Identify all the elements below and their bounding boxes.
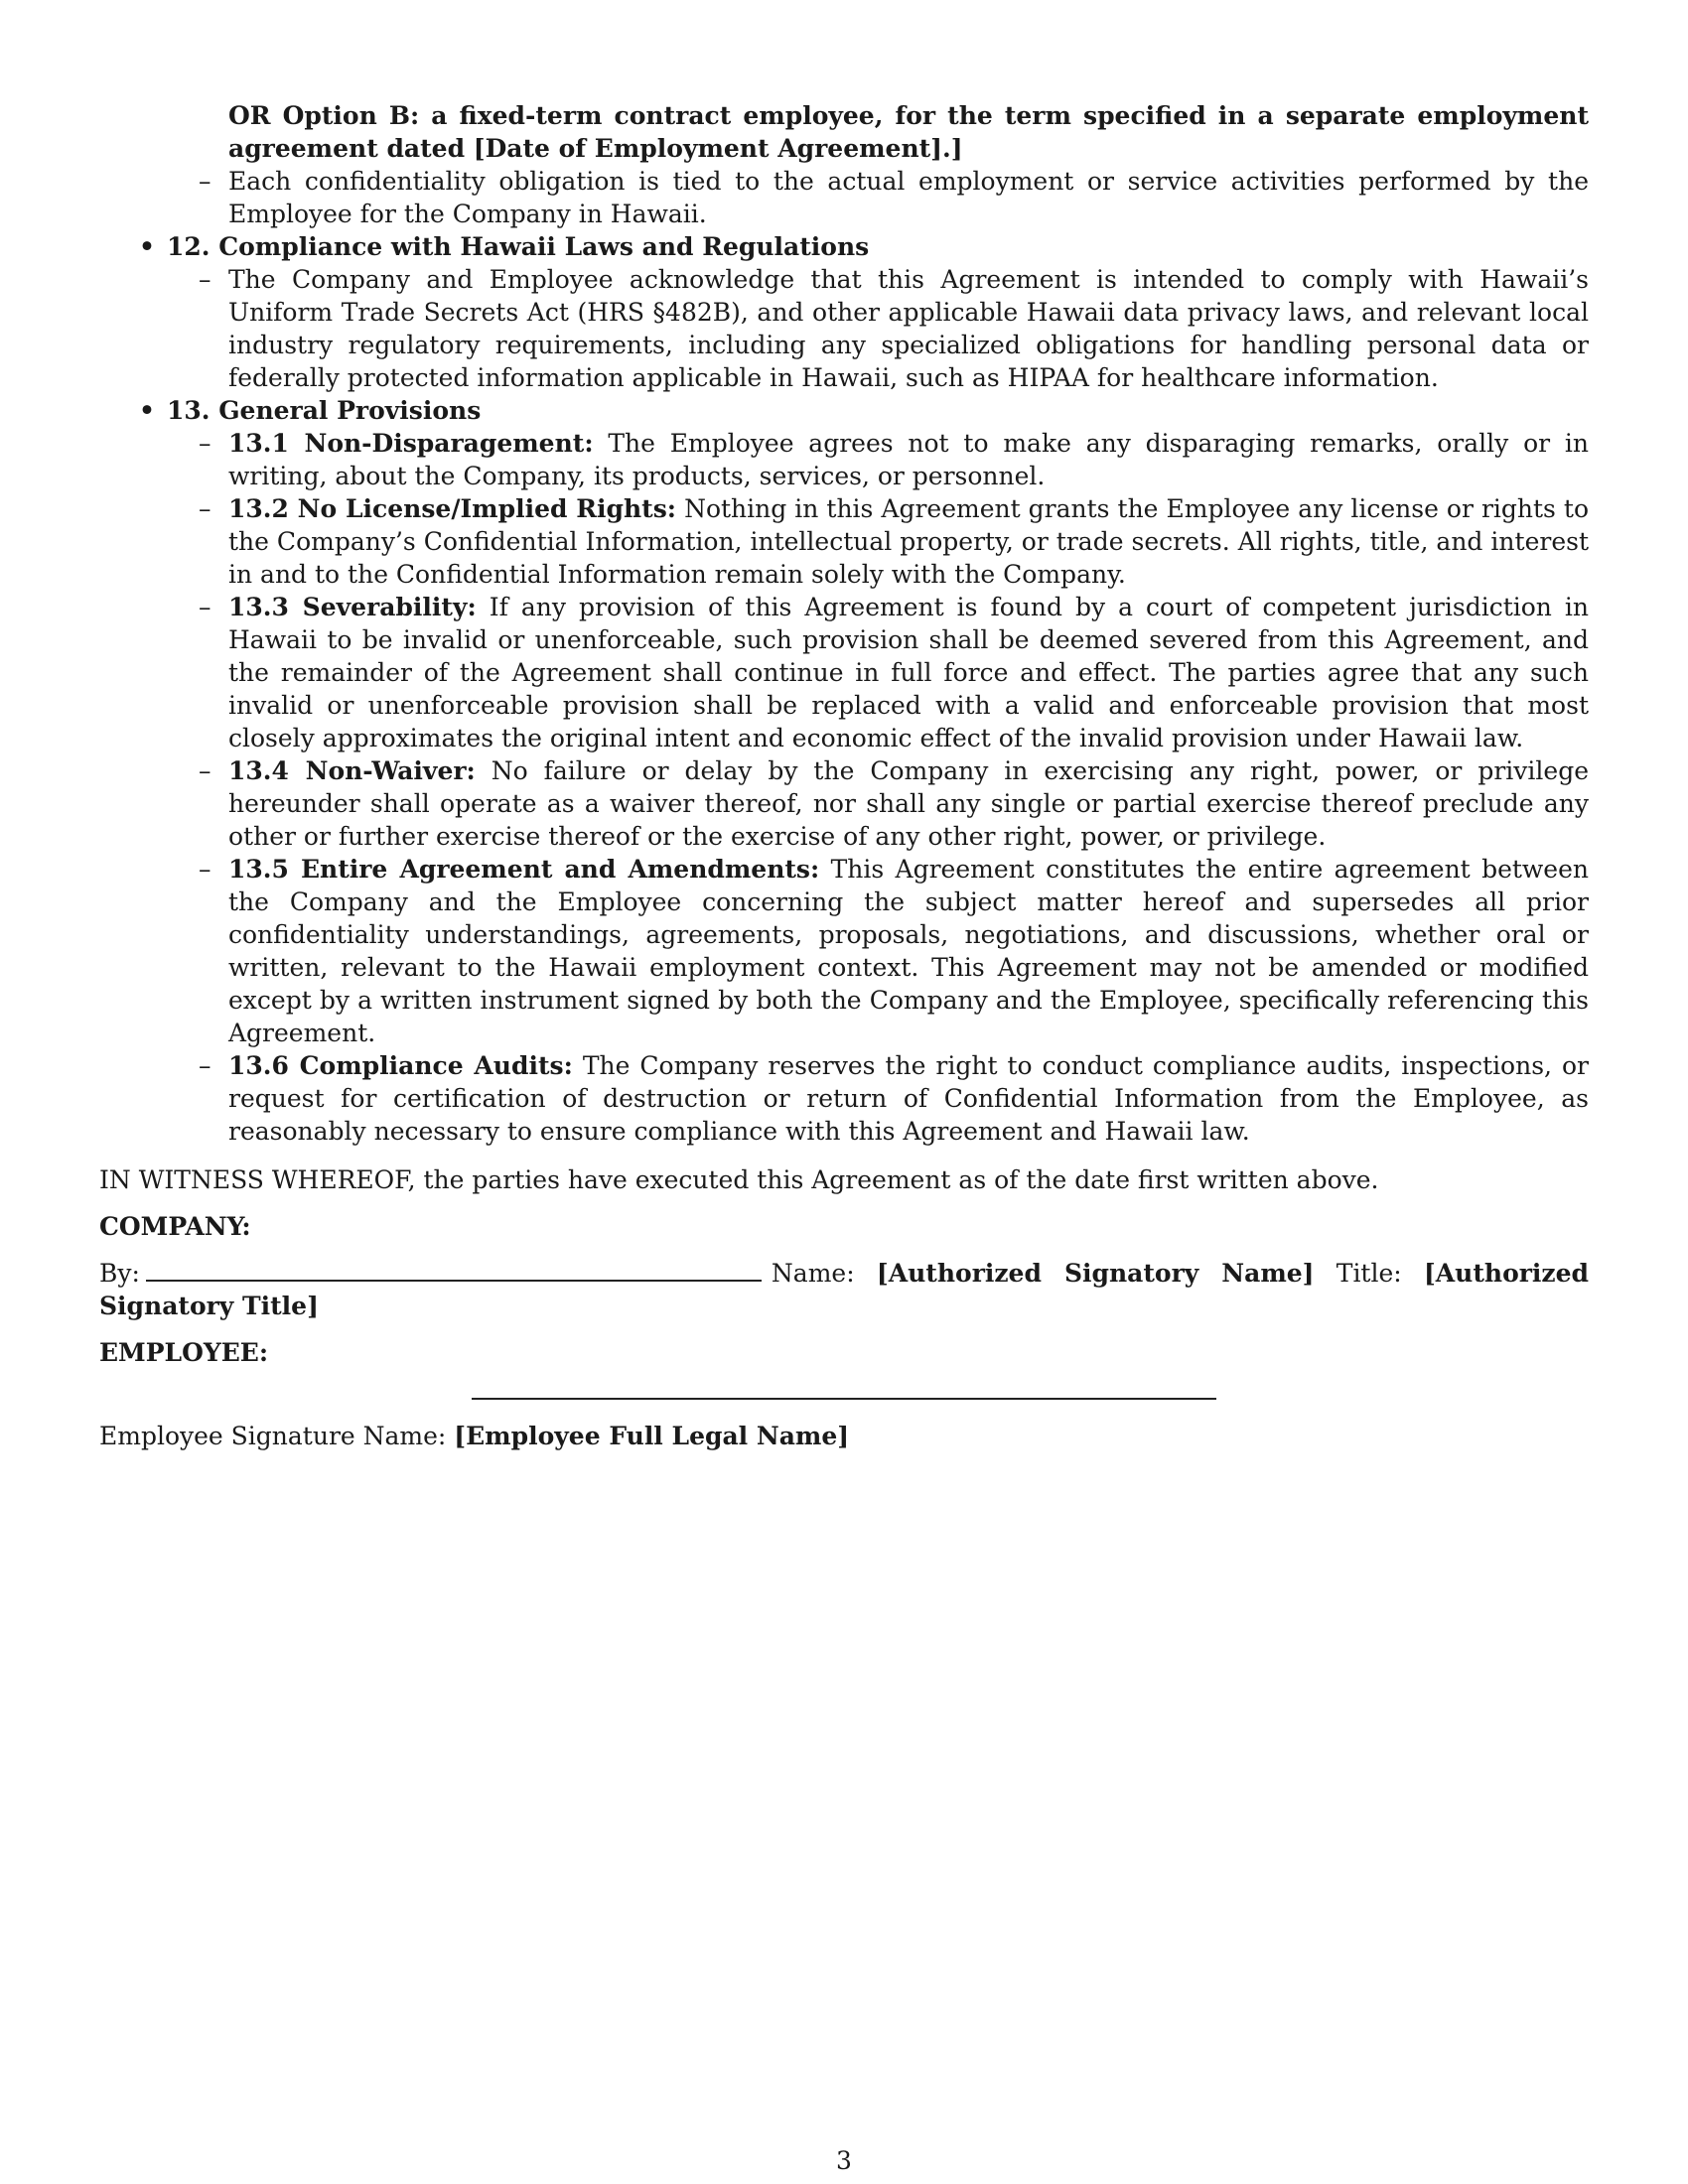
provision-label: 13.4 Non-Waiver: xyxy=(228,756,476,785)
employee-signature-label: Employee Signature Name: xyxy=(99,1422,447,1450)
provision-13-5 xyxy=(199,853,1590,1049)
provision-text: This Agreement constitutes the entire agreement between the Company and the Employee concerning the subject matter hereof and supersedes all prior confidentiality understandings, agreements, proposals, negotiations, and discussions, whether oral or written, relevant to the Hawaii employment context. This Agreement may not be amended or modified except by a written instrument signed by both the Company and the Employee, specifically referencing this Agreement. xyxy=(228,855,1590,1047)
title-label: Title: xyxy=(1336,1259,1402,1288)
provision-13-4 xyxy=(199,754,1589,853)
tie-text: Each confidentiality obligation is tied to the actual employment or service activities performed by the Employee for the Company in Hawaii. xyxy=(228,167,1589,228)
company-signature-block xyxy=(99,1257,1589,1322)
employee-heading: EMPLOYEE: xyxy=(99,1338,269,1367)
provision-text: The Employee agrees not to make any disparaging remarks, orally or in writing, about the Company, its products, services, or personnel. xyxy=(228,429,1589,490)
provision-label: 13.5 Entire Agreement and Amendments: xyxy=(228,855,820,884)
provision-13-3 xyxy=(199,591,1589,754)
provision-text: Nothing in this Agreement grants the Employee any license or rights to the Company’s Confidential Information, intellectual property, or trade secrets. All rights, title, and interest in and to the Confidential Information remain solely with the Company. xyxy=(228,494,1589,589)
section-12-heading: 12. Compliance with Hawaii Laws and Regulations xyxy=(167,232,870,261)
section-12-body-item xyxy=(199,263,1589,394)
dash-marker: – xyxy=(199,1051,211,1080)
dash-marker: – xyxy=(199,855,211,884)
provision-text: The Company reserves the right to conduct compliance audits, inspections, or request for certification of destruction or return of Confidential Information from the Employee, as reasonably necessary to ensure compliance with this Agreement and Hawaii law. xyxy=(228,1051,1589,1146)
employee-signature-name-row xyxy=(99,1420,849,1452)
section-13 xyxy=(139,394,1589,427)
dash-marker: – xyxy=(199,756,211,785)
company-signature-line[interactable] xyxy=(146,1258,762,1282)
provision-label: 13.2 No License/Implied Rights: xyxy=(228,494,677,523)
by-label: By: xyxy=(99,1259,140,1288)
employee-signature-line[interactable] xyxy=(472,1398,1216,1400)
authorized-signatory-name: [Authorized Signatory Name] xyxy=(876,1259,1315,1288)
dash-marker: – xyxy=(199,265,211,294)
bullet-marker: • xyxy=(139,396,155,425)
section-12 xyxy=(139,230,1589,263)
provision-13-2 xyxy=(199,492,1589,591)
tie-text-item xyxy=(199,165,1589,230)
employee-full-legal-name: [Employee Full Legal Name] xyxy=(454,1422,850,1450)
name-label: Name: xyxy=(771,1259,855,1288)
provision-label: 13.3 Severability: xyxy=(228,593,477,621)
dash-marker: – xyxy=(199,494,211,523)
document-page xyxy=(99,99,1589,1369)
section-12-body: The Company and Employee acknowledge that this Agreement is intended to comply with Hawaii’s Uniform Trade Secrets Act (HRS §482B), and other applicable Hawaii data privacy laws, and relevant local industry regulatory requirements, including any specialized obligations for handling personal data or federally protected information applicable in Hawaii, such as HIPAA for healthcare information. xyxy=(228,265,1589,392)
witness-statement: IN WITNESS WHEREOF, the parties have executed this Agreement as of the date first written above. xyxy=(99,1165,1379,1194)
option-b-text: OR Option B: a fixed-term contract employee, for the term specified in a separate employment agreement dated [Date of Employment Agreement].] xyxy=(228,101,1589,163)
dash-marker: – xyxy=(199,167,211,196)
dash-marker: – xyxy=(199,429,211,458)
provision-label: 13.6 Compliance Audits: xyxy=(228,1051,573,1080)
bullet-marker: • xyxy=(139,232,155,261)
page-number: 3 xyxy=(836,2146,852,2175)
provision-13-6 xyxy=(199,1049,1589,1148)
dash-marker: – xyxy=(199,593,211,621)
company-heading: COMPANY: xyxy=(99,1212,251,1241)
provision-label: 13.1 Non-Disparagement: xyxy=(228,429,594,458)
authorized-signatory-title: [Authorized Signatory Title] xyxy=(99,1259,1590,1320)
provision-text: If any provision of this Agreement is found by a court of competent jurisdiction in Hawaii to be invalid or unenforceable, such provision shall be deemed severed from this Agreement, and the remainder of the Agreement shall continue in full force and effect. The parties agree that any such invalid or unenforceable provision shall be replaced with a valid and enforceable provision that most closely approximates the original intent and economic effect of the invalid provision under Hawaii law. xyxy=(228,593,1589,752)
provision-text: No failure or delay by the Company in exercising any right, power, or privilege hereunder shall operate as a waiver thereof, nor shall any single or partial exercise thereof preclude any other or further exercise thereof or the exercise of any other right, power, or privilege. xyxy=(228,756,1589,851)
section-13-heading: 13. General Provisions xyxy=(167,396,482,425)
provision-13-1 xyxy=(199,427,1589,492)
